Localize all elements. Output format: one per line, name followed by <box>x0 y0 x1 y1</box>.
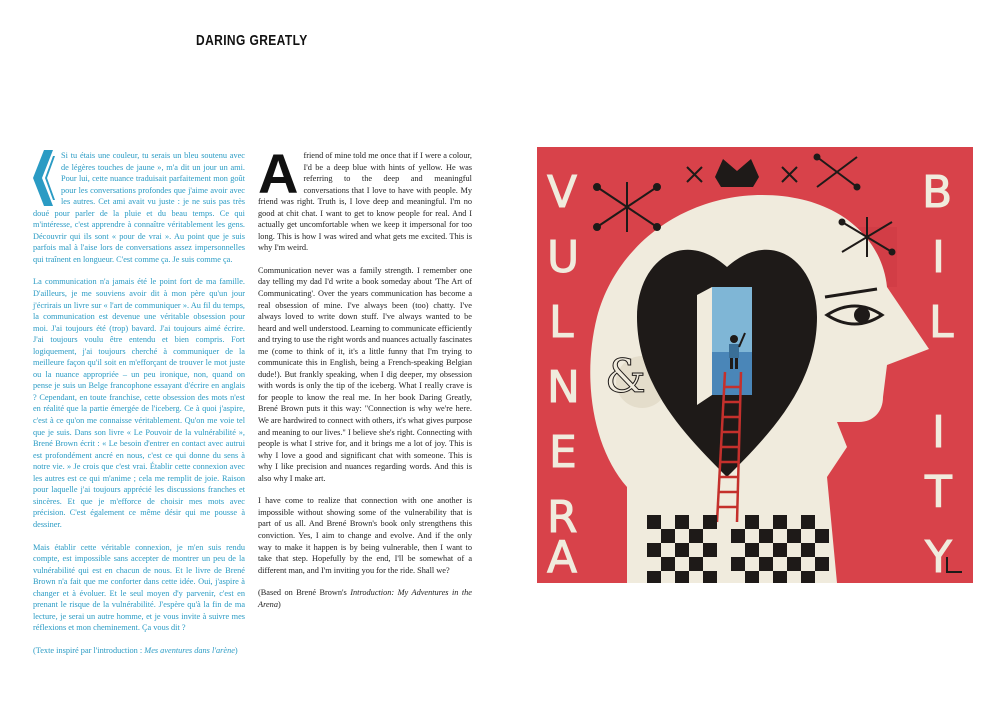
french-paragraph-3: Mais établir cette véritable connexion, je m'en suis rendu compte, est impossible sans accepter de montrer un peu de la vulnérabilité qui est en chacun de nous. Et le livre de Brené Brown n'a fait que me conforter dans cette idée. Oui, j'aspire à changer et à évoluer. Et le seul moyen d'y parvenir, c'est en prenant le risque de la vulnérabilité. J'espère qu'à la fin de ma lecture, je serai un autre homme, et je vous invite à suivre mes réflexions et mon cheminement. Ça vous dit ? <box>33 542 245 633</box>
page-title: DARING GREATLY <box>196 32 308 49</box>
person-icon <box>730 335 738 343</box>
english-paragraph-1 <box>258 142 472 254</box>
letter-b: B <box>922 167 953 218</box>
letter-r: R <box>547 492 578 543</box>
english-source <box>258 587 472 610</box>
english-source-title: Introduction: My Adventures in the Arena <box>258 588 472 609</box>
english-paragraph-2: Communication never was a family strength. I remember one day telling my dad I'd write a book someday about 'The Art of Communicating'. Over the years communication has become a real obsession of mine. I've always been (too) chatty. I've always loved to write down stuff. I've always wanted to be heard and well understood. Learning to communicate efficiently and trying to use the right words and nuances actually fascinates me (come to think of it, it's a little funny that I'm trying to communicate this in English, being a French-speaking Belgian dude!). But frankly speaking, when I dig deeper, my obsession with words is only the tip of the iceberg. What I really crave is for people to know the real me. In her book Daring Greatly, Brené Brown puts it this way: "Connection is why we're here. We are hardwired to connect with others, it's what gives purpose and meaning to our lives." I believe she's right. Connecting with people is what I strive for, and it brings me a lot of joy. This is why I love a good and significant chat with someone. This is why I like precision and nuances regarding words. And this is also why I make art. <box>258 265 472 483</box>
french-column <box>33 150 245 667</box>
french-paragraph-2: La communication n'a jamais été le point fort de ma famille. D'ailleurs, je me souviens avoir dit à mon père qu'un jour j'écrirais un livre sur « l'art de communiquer ». Au fil du temps, la communication est devenue une véritable obsession pour moi. J'ai toujours été (trop) bavard. J'ai toujours aimé écrire. J'ai toujours voulu être entendu et bien compris. Fort logiquement, j'ai toujours cherché à communiquer de la meilleure façon qu'il soit en m'efforçant de trouver le mot juste ou la nuance appropriée – un peu ironique, non, quand on pense je suis un Belge francophone essayant d'écrire en anglais ? Cependant, en toute franchise, cette obsession des mots n'est en réalité que la partie émergée de l'iceberg. Ce à quoi j'aspire, c'est à ce qu'on me connaisse véritablement. Qu'on me voie tel que je suis. Dans son livre « Le Pouvoir de la vulnérabilité », Brené Brown écrit : « Le besoin d'entrer en contact avec autrui est profondément ancré en nous, c'est ce qui donne du sens à notre vie. » Je crois que c'est vrai. Établir cette connexion avec les autres est ce qui m'anime ; cela me remplit de joie. Raison pour laquelle j'ai toujours apprécié les discussions franches et sincères. Et que je m'efforce de choisir mes mots avec précision. C'est également ce même désir qui me pousse à dessiner. <box>33 277 245 529</box>
letter-l: L <box>549 297 574 348</box>
letter-e: E <box>549 427 577 478</box>
english-source-prefix: (Based on Brené Brown's <box>258 588 351 598</box>
english-source-suffix: ) <box>277 599 281 609</box>
drop-cap: A <box>258 142 299 205</box>
letter-l2: L <box>929 297 954 348</box>
letter-i2: I <box>932 407 945 458</box>
french-paragraph-1-text: Si tu étais une couleur, tu serais un bleu soutenu avec de légères touches de jaune », m'a dit un jour un ami. Pour lui, cette nuance traduisait parfaitement mon goût pour les conversations profondes que j'aime avoir avec les autres. Cet ami avait vu juste : je ne suis pas très doué pour parler de la pluie et du beau temps. Ce qui m'intéresse, c'est apprendre à connaître véritablement les gens. Découvrir qui ils sont « pour de vrai ». Au point que je suis parfois mal à l'aise lors de conversations assez impersonnelles qui traînent en longueur. C'est comme ça. Je suis comme ça. <box>33 151 245 264</box>
letter-t: T <box>925 467 952 518</box>
english-paragraph-3: I have come to realize that connection with one another is impossible without showing some of the vulnerability that is part of us all. And Brené Brown's book only strengthens this conviction. Yes, I aim to change and evolve. And if the only way to make it happen is by being vulnerable, then I want to take that step. Hopefully by the end, I'll be somewhat of a different man, and I'm inviting you for the ride. Shall we? <box>258 496 472 575</box>
letter-n: N <box>547 362 580 413</box>
ampersand: & <box>605 349 646 403</box>
door-panel <box>697 287 712 405</box>
french-paragraph-1 <box>33 150 245 265</box>
letter-a: A <box>547 532 578 583</box>
french-source-prefix: (Texte inspiré par l'introduction : <box>33 645 145 655</box>
english-column <box>258 142 472 621</box>
letter-i1: I <box>932 232 945 283</box>
letter-u: U <box>547 232 580 283</box>
french-source-suffix: ) <box>234 645 238 655</box>
english-paragraph-1-text: friend of mine told me once that if I were a colour, I'd be a deep blue with hints of yellow. He was referring to the deep and meaningful conversations that I love to have with people. My friend was right. Truth is, I love deep and meaningful. I'm no good at chit chat. I want to get to know people for real. And I actually get uncomfortable when we keep it impersonal for too long. This is how I was wired and what gets me excited. This is why I'm weird. <box>258 151 472 253</box>
french-source <box>33 645 245 657</box>
letter-v: V <box>547 167 578 218</box>
guillemet-icon <box>33 150 55 206</box>
vulnerability-illustration <box>537 147 973 583</box>
letter-y: Y <box>925 532 952 583</box>
french-source-title: Mes aventures dans l'arène <box>144 645 235 655</box>
